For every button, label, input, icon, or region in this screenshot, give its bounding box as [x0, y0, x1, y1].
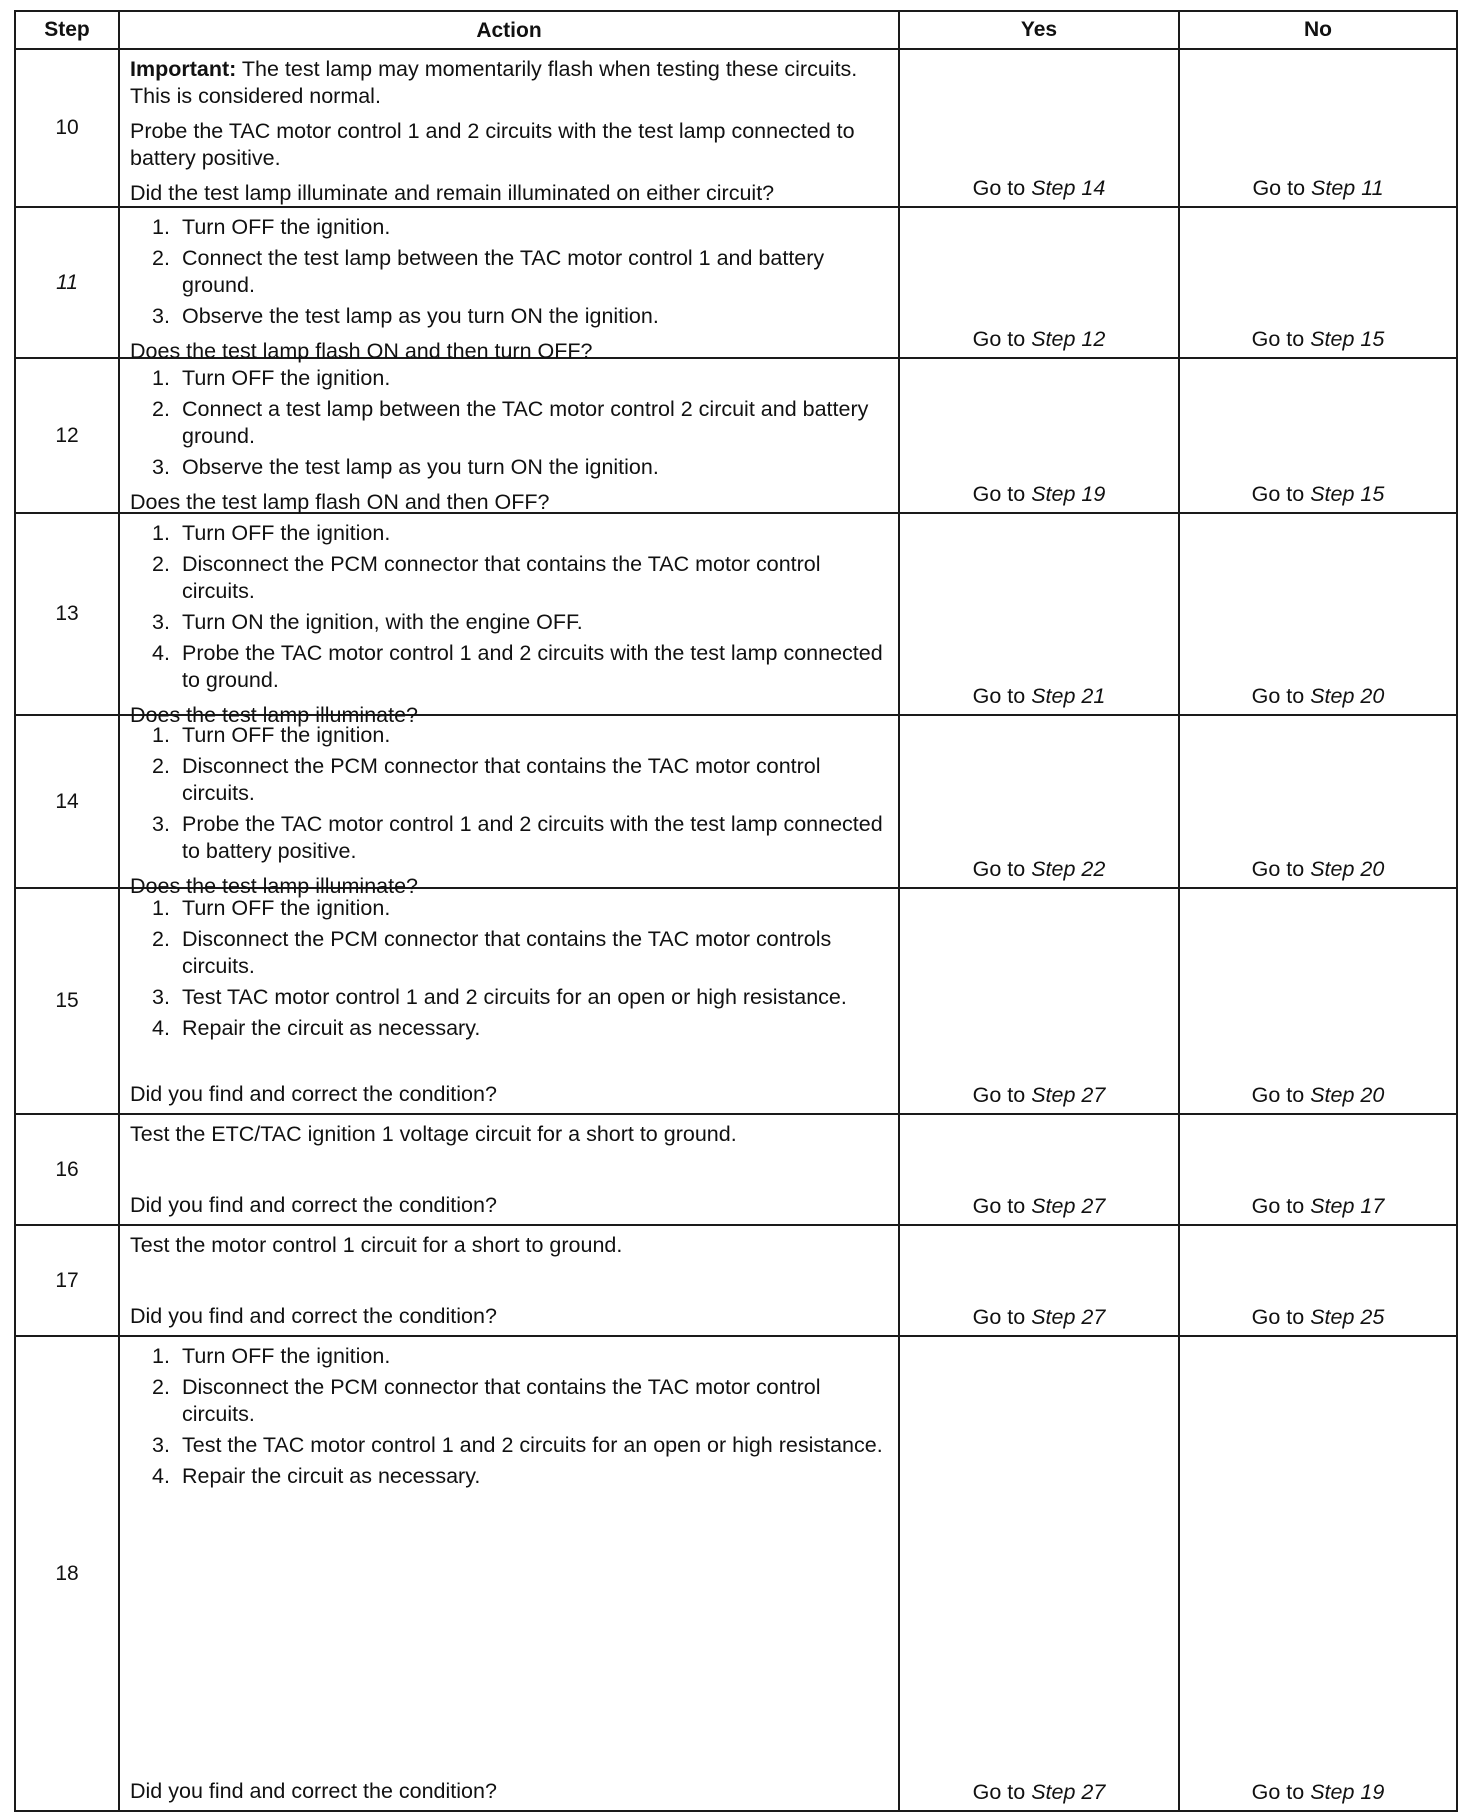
spacer — [130, 1050, 888, 1081]
action-step-text: Turn OFF the ignition. — [182, 521, 391, 545]
goto-step: Step 22 — [1031, 857, 1106, 881]
goto-no-link — [1252, 327, 1385, 352]
action-step-number: 1. — [152, 723, 170, 747]
goto-yes-link — [973, 327, 1106, 352]
action-cell — [120, 514, 900, 727]
step-number: 11 — [16, 208, 120, 357]
goto-step: Step 20 — [1310, 684, 1385, 708]
action-question: Did you find and correct the condition? — [130, 1779, 497, 1803]
action-step-item — [130, 722, 888, 749]
goto-step: Step 15 — [1310, 327, 1385, 351]
table-row — [16, 514, 1456, 727]
action-question: Does the test lamp flash ON and then OFF? — [130, 490, 550, 514]
action-step-text: Turn ON the ignition, with the engine OFF. — [182, 610, 583, 634]
action-step-item — [130, 303, 888, 330]
goto-yes-link — [973, 482, 1106, 507]
action-cell — [120, 1115, 900, 1224]
goto-prefix: Go to — [972, 857, 1026, 881]
goto-prefix: Go to — [1251, 1083, 1305, 1107]
spacer — [130, 1498, 888, 1778]
header-action: Action — [120, 12, 900, 48]
action-step-item — [130, 396, 888, 450]
action-step-number: 2. — [152, 1375, 170, 1399]
action-step-number: 3. — [152, 1433, 170, 1457]
action-step-number: 1. — [152, 215, 170, 239]
action-step-number: 1. — [152, 521, 170, 545]
yes-cell — [900, 208, 1180, 357]
goto-prefix: Go to — [1251, 684, 1305, 708]
action-step-text: Connect the test lamp between the TAC motor control 1 and battery ground. — [182, 246, 825, 297]
action-paragraph: Probe the TAC motor control 1 and 2 circuits with the test lamp connected to battery positive. — [130, 119, 855, 170]
step-number: 13 — [16, 514, 120, 714]
action-step-number: 4. — [152, 641, 170, 665]
goto-step: Step 20 — [1310, 1083, 1385, 1107]
action-steps-list — [130, 1343, 888, 1494]
action-steps-list — [130, 895, 888, 1046]
step-number: 14 — [16, 716, 120, 887]
action-step-item — [130, 1463, 888, 1490]
action-step-text: Repair the circuit as necessary. — [182, 1016, 481, 1040]
goto-no-link — [1252, 482, 1385, 507]
action-step-number: 4. — [152, 1016, 170, 1040]
goto-yes-link — [973, 857, 1106, 882]
action-cell — [120, 50, 900, 206]
action-step-item — [130, 245, 888, 299]
action-step-item — [130, 926, 888, 980]
yes-cell — [900, 359, 1180, 512]
important-note — [130, 56, 888, 110]
goto-prefix: Go to — [972, 1083, 1026, 1107]
action-step-number: 2. — [152, 397, 170, 421]
no-cell — [1180, 514, 1456, 714]
action-cell — [120, 1226, 900, 1335]
goto-no-link — [1252, 1083, 1385, 1108]
action-step-number: 3. — [152, 610, 170, 634]
action-cell — [120, 359, 900, 512]
goto-step: Step 27 — [1031, 1194, 1106, 1218]
yes-cell — [900, 1115, 1180, 1224]
goto-no-link — [1252, 684, 1385, 709]
step-number: 16 — [16, 1115, 120, 1224]
action-step-item — [130, 1432, 888, 1459]
action-step-number: 2. — [152, 246, 170, 270]
no-cell — [1180, 1226, 1456, 1335]
action-question: Does the test lamp flash ON and then turn OFF? — [130, 339, 593, 363]
action-step-number: 2. — [152, 927, 170, 951]
action-step-text: Turn OFF the ignition. — [182, 215, 391, 239]
action-step-text: Observe the test lamp as you turn ON the ignition. — [182, 304, 659, 328]
no-cell — [1180, 208, 1456, 357]
action-step-text: Disconnect the PCM connector that contains the TAC motor controls circuits. — [182, 927, 832, 978]
goto-no-link — [1252, 1194, 1385, 1219]
action-step-text: Turn OFF the ignition. — [182, 366, 391, 390]
step-number: 18 — [16, 1337, 120, 1810]
header-no: No — [1304, 18, 1332, 41]
goto-prefix: Go to — [972, 684, 1026, 708]
action-step-number: 3. — [152, 812, 170, 836]
goto-step: Step 19 — [1031, 482, 1106, 506]
action-step-item — [130, 1374, 888, 1428]
goto-prefix: Go to — [972, 1194, 1026, 1218]
goto-step: Step 21 — [1031, 684, 1106, 708]
action-step-number: 3. — [152, 455, 170, 479]
yes-cell — [900, 889, 1180, 1113]
action-step-number: 1. — [152, 1344, 170, 1368]
action-step-item — [130, 454, 888, 481]
action-step-item — [130, 984, 888, 1011]
action-question: Does the test lamp illuminate? — [130, 874, 419, 898]
action-step-number: 3. — [152, 304, 170, 328]
diagnostic-table — [14, 10, 1458, 1812]
action-paragraph: Test the ETC/TAC ignition 1 voltage circuit for a short to ground. — [130, 1122, 737, 1146]
action-step-item — [130, 640, 888, 694]
action-step-number: 1. — [152, 366, 170, 390]
goto-prefix: Go to — [1251, 327, 1305, 351]
action-step-number: 4. — [152, 1464, 170, 1488]
action-step-item — [130, 1343, 888, 1370]
action-steps-list — [130, 520, 888, 698]
goto-step: Step 27 — [1031, 1780, 1106, 1804]
goto-step: Step 14 — [1031, 176, 1106, 200]
goto-step: Step 27 — [1031, 1305, 1106, 1329]
action-step-number: 1. — [152, 896, 170, 920]
goto-yes-link — [973, 684, 1106, 709]
action-step-item — [130, 551, 888, 605]
yes-cell — [900, 514, 1180, 714]
action-step-text: Probe the TAC motor control 1 and 2 circuits with the test lamp connected to battery positive. — [182, 812, 883, 863]
step-number: 15 — [16, 889, 120, 1113]
goto-yes-link — [973, 176, 1106, 201]
header-yes: Yes — [900, 12, 1180, 48]
goto-yes-link — [973, 1305, 1106, 1330]
goto-yes-link — [973, 1083, 1106, 1108]
yes-cell — [900, 50, 1180, 206]
yes-cell — [900, 716, 1180, 887]
yes-cell — [900, 1337, 1180, 1810]
goto-prefix: Go to — [972, 1780, 1026, 1804]
action-steps-list — [130, 365, 888, 485]
no-cell — [1180, 359, 1456, 512]
action-step-item — [130, 1015, 888, 1042]
no-cell — [1180, 1115, 1456, 1224]
table-row — [16, 208, 1456, 363]
goto-no-link — [1252, 857, 1385, 882]
header-step: Step — [16, 12, 120, 48]
goto-step: Step 17 — [1310, 1194, 1385, 1218]
action-question: Did you find and correct the condition? — [130, 1082, 497, 1106]
goto-prefix: Go to — [972, 1305, 1026, 1329]
goto-prefix: Go to — [1251, 857, 1305, 881]
action-step-item — [130, 895, 888, 922]
important-label: Important: — [130, 57, 237, 81]
important-text: The test lamp may momentarily flash when testing these circuits. This is considered normal. — [130, 57, 858, 108]
goto-prefix: Go to — [1251, 1305, 1305, 1329]
goto-step: Step 11 — [1311, 176, 1384, 200]
goto-step: Step 15 — [1310, 482, 1385, 506]
action-cell — [120, 208, 900, 363]
action-step-text: Connect a test lamp between the TAC motor control 2 circuit and battery ground. — [182, 397, 869, 448]
action-question: Did you find and correct the condition? — [130, 1193, 497, 1217]
action-steps-list — [130, 214, 888, 334]
action-question: Did the test lamp illuminate and remain illuminated on either circuit? — [130, 181, 775, 205]
table-row — [16, 889, 1456, 1115]
action-step-text: Disconnect the PCM connector that contains the TAC motor control circuits. — [182, 1375, 821, 1426]
table-row — [16, 1226, 1456, 1337]
goto-yes-link — [973, 1194, 1106, 1219]
action-step-number: 3. — [152, 985, 170, 1009]
action-step-text: Observe the test lamp as you turn ON the ignition. — [182, 455, 659, 479]
goto-prefix: Go to — [972, 482, 1026, 506]
goto-no-link — [1252, 1305, 1385, 1330]
no-cell — [1180, 716, 1456, 887]
action-step-item — [130, 753, 888, 807]
goto-yes-link — [973, 1780, 1106, 1805]
yes-cell — [900, 1226, 1180, 1335]
goto-step: Step 12 — [1031, 327, 1106, 351]
action-step-item — [130, 520, 888, 547]
action-step-item — [130, 365, 888, 392]
action-step-item — [130, 609, 888, 636]
step-number: 17 — [16, 1226, 120, 1335]
action-cell — [120, 1337, 900, 1810]
goto-step: Step 19 — [1310, 1780, 1385, 1804]
action-step-text: Probe the TAC motor control 1 and 2 circuits with the test lamp connected to ground. — [182, 641, 883, 692]
table-row — [16, 359, 1456, 514]
action-steps-list — [130, 722, 888, 869]
action-step-text: Turn OFF the ignition. — [182, 723, 391, 747]
no-cell — [1180, 50, 1456, 206]
goto-step: Step 25 — [1310, 1305, 1385, 1329]
action-step-text: Test TAC motor control 1 and 2 circuits for an open or high resistance. — [182, 985, 847, 1009]
goto-step: Step 27 — [1031, 1083, 1106, 1107]
action-step-text: Turn OFF the ignition. — [182, 896, 391, 920]
action-question: Does the test lamp illuminate? — [130, 703, 419, 727]
action-step-number: 2. — [152, 754, 170, 778]
action-step-item — [130, 811, 888, 865]
action-cell — [120, 889, 900, 1113]
table-row — [16, 1115, 1456, 1226]
goto-no-link — [1252, 1780, 1385, 1805]
table-header-row — [16, 12, 1456, 50]
action-step-text: Turn OFF the ignition. — [182, 1344, 391, 1368]
spacer — [130, 1156, 888, 1192]
goto-prefix: Go to — [1251, 482, 1305, 506]
spacer — [130, 1267, 888, 1303]
action-step-text: Disconnect the PCM connector that contains the TAC motor control circuits. — [182, 754, 821, 805]
no-cell — [1180, 889, 1456, 1113]
goto-prefix: Go to — [972, 327, 1026, 351]
goto-prefix: Go to — [1251, 1194, 1305, 1218]
action-step-item — [130, 214, 888, 241]
action-step-text: Repair the circuit as necessary. — [182, 1464, 481, 1488]
action-step-text: Disconnect the PCM connector that contains the TAC motor control circuits. — [182, 552, 821, 603]
goto-step: Step 20 — [1310, 857, 1385, 881]
action-question: Did you find and correct the condition? — [130, 1304, 497, 1328]
table-row — [16, 50, 1456, 208]
table-row — [16, 716, 1456, 898]
step-number: 10 — [16, 50, 120, 206]
action-step-text: Test the TAC motor control 1 and 2 circuits for an open or high resistance. — [182, 1433, 883, 1457]
goto-prefix: Go to — [972, 176, 1026, 200]
goto-prefix: Go to — [1252, 176, 1306, 200]
step-number: 12 — [16, 359, 120, 512]
no-cell — [1180, 1337, 1456, 1810]
goto-no-link — [1252, 176, 1383, 201]
action-cell — [120, 716, 900, 898]
action-paragraph: Test the motor control 1 circuit for a short to ground. — [130, 1233, 623, 1257]
goto-prefix: Go to — [1251, 1780, 1305, 1804]
table-row — [16, 1337, 1456, 1810]
action-step-number: 2. — [152, 552, 170, 576]
